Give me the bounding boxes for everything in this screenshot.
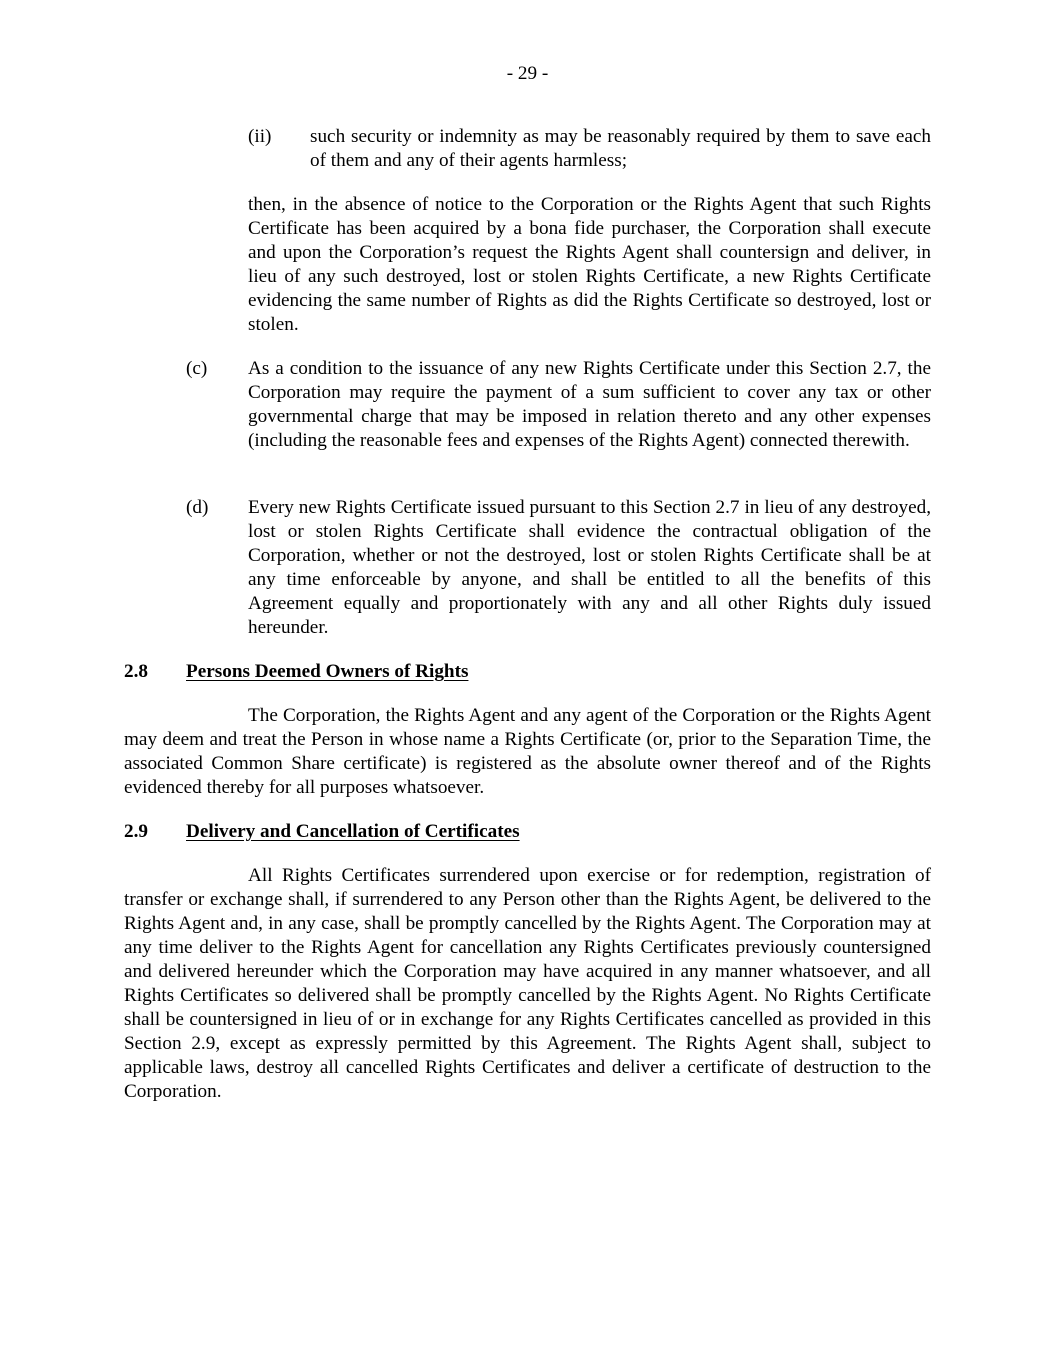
section-2-9-heading [124, 820, 931, 844]
page-number: - 29 - [506, 63, 549, 84]
item-d-label: (d) [186, 497, 209, 518]
item-ii-text: such security or indemnity as may be reasonably required by them to save each of them and any of their agents harmless; [310, 126, 931, 171]
paragraph-then: then, in the absence of notice to the Corporation or the Rights Agent that such Rights Certificate has been acquired by a bona fide purchaser, the Corporation shall execute and upon the Corporation’s request the Rights Agent shall countersign and deliver, in lieu of any such destroyed, lost or stolen Rights Certificate, a new Rights Certificate evidencing the same number of Rights as did the Rights Certificate so destroyed, lost or stolen. [248, 194, 931, 335]
item-c-text: As a condition to the issuance of any new Rights Certificate under this Section 2.7, the Corporation may require the payment of a sum sufficient to cover any tax or other governmental charge that may be imposed in relation thereto and any other expenses (including the reasonable fees and expenses of the Rights Agent) connected therewith. [248, 358, 931, 451]
item-d-text: Every new Rights Certificate issued pursuant to this Section 2.7 in lieu of any destroyed, lost or stolen Rights Certificate shall evidence the contractual obligation of the Corporation, whether or not the destroyed, lost or stolen Rights Certificate shall be at any time enforceable by anyone, and shall be entitled to all the benefits of this Agreement equally and proportionately with any and all other Rights duly issued hereunder. [248, 497, 931, 638]
section-2-8-number: 2.8 [124, 661, 148, 682]
section-2-9-title: Delivery and Cancellation of Certificates [186, 821, 520, 842]
item-c-label: (c) [186, 358, 208, 379]
section-2-9-body: All Rights Certificates surrendered upon exercise or for redemption, registration of transfer or exchange shall, if surrendered to any Person other than the Rights Agent, be delivered to the Rights Agent and, in any case, shall be promptly cancelled by the Rights Agent. The Corporation may at any time deliver to the Rights Agent for cancellation any Rights Certificates previously countersigned and delivered hereunder which the Corporation may have acquired in any manner whatsoever, and all Rights Certificates so delivered shall be promptly cancelled by the Rights Agent. No Rights Certificate shall be countersigned in lieu of or in exchange for any Rights Certificates cancelled as provided in this Section 2.9, except as expressly permitted by this Agreement. The Rights Agent shall, subject to applicable laws, destroy all cancelled Rights Certificates and deliver a certificate of destruction to the Corporation. [124, 865, 931, 1102]
item-ii-label: (ii) [248, 126, 272, 147]
section-2-8-title: Persons Deemed Owners of Rights [186, 661, 469, 682]
section-2-8-heading [124, 660, 931, 684]
section-2-8-body: The Corporation, the Rights Agent and any agent of the Corporation or the Rights Agent may deem and treat the Person in whose name a Rights Certificate (or, prior to the Separation Time, the associated Common Share certificate) is registered as the absolute owner thereof and of the Rights evidenced thereby for all purposes whatsoever. [124, 705, 931, 798]
section-2-9-number: 2.9 [124, 821, 148, 842]
